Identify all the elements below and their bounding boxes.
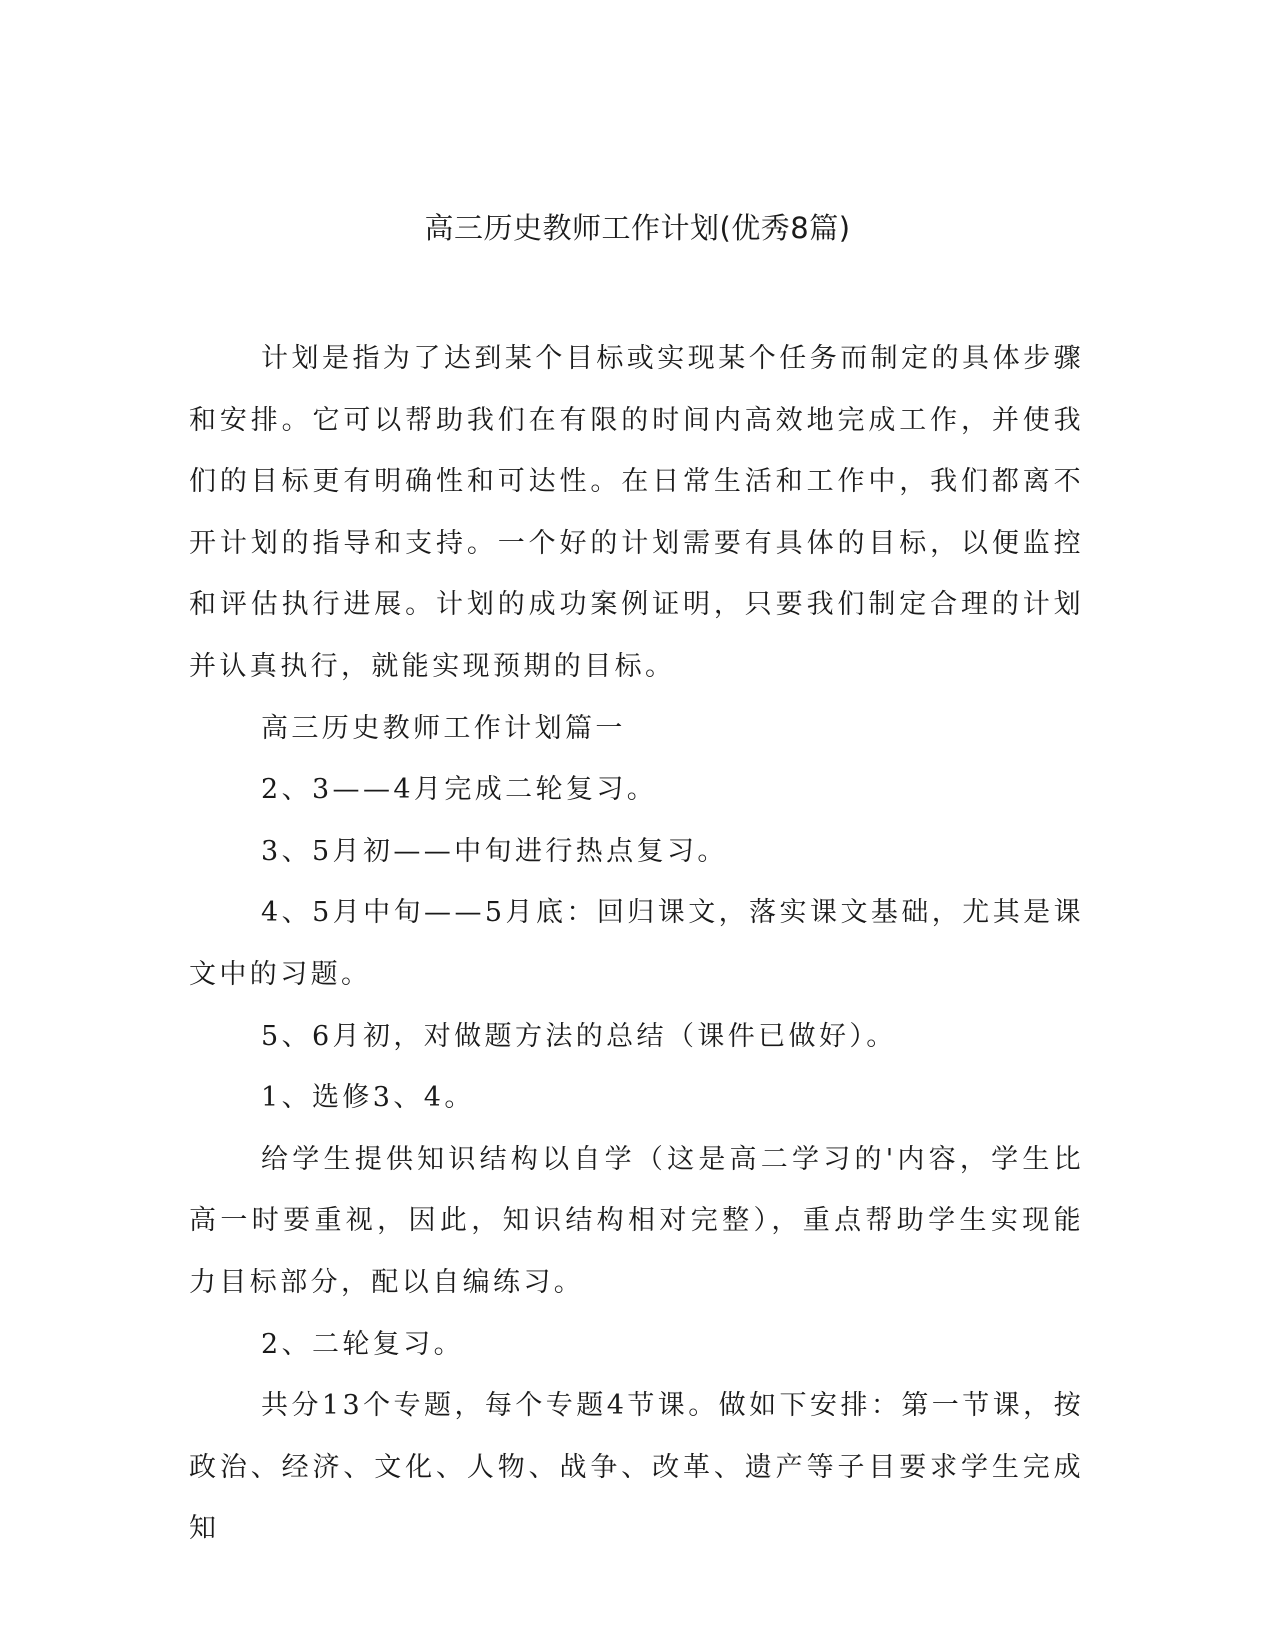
intro-paragraph: 计划是指为了达到某个目标或实现某个任务而制定的具体步骤和安排。它可以帮助我们在有限的时间内高效地完成工作，并使我们的目标更有明确性和可达性。在日常生活和工作中，我们都离不开计划的指导和支持。一个好的计划需要有具体的目标，以便监控和评估执行进展。计划的成功案例证明，只要我们制定合理的计划并认真执行，就能实现预期的目标。 — [189, 343, 1084, 682]
document-body — [189, 328, 1084, 1560]
paragraph: 1、选修3、4。 — [261, 1082, 475, 1114]
paragraph: 2、3——4月完成二轮复习。 — [261, 774, 658, 806]
document-title: 高三历史教师工作计划(优秀8篇) — [424, 211, 851, 245]
paragraph: 共分13个专题，每个专题4节课。做如下安排：第一节课，按政治、经济、文化、人物、战争、改革、遗产等子目要求学生完成知 — [189, 1390, 1084, 1545]
paragraph: 给学生提供知识结构以自学（这是高二学习的'内容，学生比高一时要重视，因此，知识结构相对完整），重点帮助学生实现能力目标部分，配以自编练习。 — [189, 1143, 1084, 1298]
section-heading: 高三历史教师工作计划篇一 — [261, 712, 626, 744]
paragraph: 2、二轮复习。 — [261, 1328, 464, 1360]
paragraph: 5、6月初，对做题方法的总结（课件已做好）。 — [261, 1020, 897, 1052]
paragraph: 3、5月初——中旬进行热点复习。 — [261, 835, 728, 867]
paragraph: 4、5月中旬——5月底：回归课文，落实课文基础，尤其是课文中的习题。 — [189, 897, 1084, 990]
